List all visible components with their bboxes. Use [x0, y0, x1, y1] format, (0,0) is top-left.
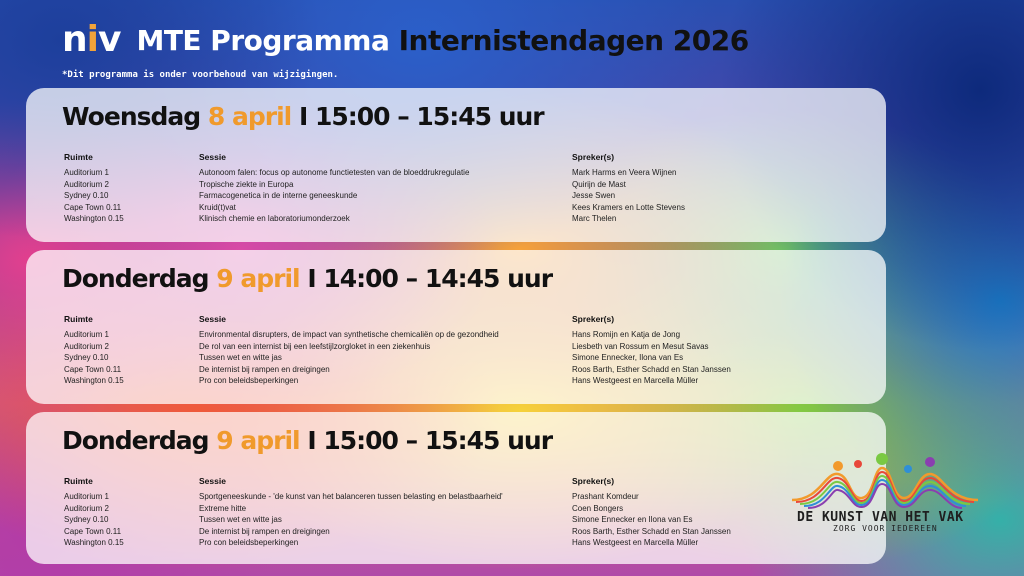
- column-header-speakers: Spreker(s): [572, 476, 615, 486]
- session-column: [199, 491, 503, 549]
- session-cell: De internist bij rampen en dreigingen: [199, 526, 330, 536]
- niv-logo: [62, 19, 121, 60]
- day-date: 9 april: [216, 264, 300, 293]
- room-cell: Auditorium 1: [64, 492, 109, 501]
- session-cell: Pro con beleidsbeperkingen: [199, 376, 299, 386]
- room-cell: Auditorium 2: [64, 341, 109, 351]
- brand-dot-green: [876, 453, 888, 465]
- day-time: I 15:00 – 15:45 uur: [298, 102, 544, 131]
- speakers-cell: Jesse Swen: [572, 191, 616, 201]
- session-cell: Autonoom falen: focus op autonome functietesten van de bloeddrukregulatie: [199, 168, 470, 177]
- speakers-cell: Simone Ennecker en Ilona van Es: [572, 515, 693, 525]
- brand-wave-5: [808, 484, 962, 508]
- session-panel-3: [26, 412, 886, 564]
- room-cell: Sydney 0.10: [64, 515, 109, 525]
- column-header-room: Ruimte: [64, 152, 93, 162]
- brand-dot-orange: [833, 461, 843, 471]
- speakers-cell: Mark Harms en Veera Wijnen: [572, 168, 677, 177]
- session-panel-2: [26, 250, 886, 404]
- speakers-cell: Simone Ennecker, Ilona van Es: [572, 353, 684, 363]
- session-cell: Kruid(t)vat: [199, 202, 236, 212]
- day-heading: [62, 264, 552, 293]
- logo-letter: n: [62, 19, 87, 60]
- column-header-speakers: Spreker(s): [572, 152, 615, 162]
- speakers-cell: Liesbeth van Rossum en Mesut Savas: [572, 341, 709, 351]
- session-column: [199, 167, 469, 225]
- column-header-session: Sessie: [199, 314, 226, 324]
- speakers-column: [572, 167, 685, 225]
- room-cell: Washington 0.15: [64, 376, 124, 386]
- room-cell: Auditorium 2: [64, 503, 109, 513]
- session-cell: Environmental disrupters, de impact van synthetische chemicaliën op de gezondheid: [199, 330, 499, 339]
- speakers-cell: Roos Barth, Esther Schadd en Stan Janssen: [572, 526, 731, 536]
- brand-dot-red: [854, 460, 862, 468]
- session-cell: Pro con beleidsbeperkingen: [199, 538, 299, 548]
- speakers-cell: Marc Thelen: [572, 214, 617, 224]
- speakers-column: [572, 329, 731, 387]
- room-cell: Auditorium 1: [64, 330, 109, 339]
- speakers-cell: Hans Romijn en Katja de Jong: [572, 330, 681, 339]
- room-cell: Washington 0.15: [64, 214, 124, 224]
- speakers-cell: Coen Bongers: [572, 503, 624, 513]
- day-heading: [62, 426, 552, 455]
- session-cell: De internist bij rampen en dreigingen: [199, 364, 330, 374]
- speakers-column: [572, 491, 731, 549]
- day-heading: [62, 102, 544, 131]
- disclaimer: *Dit programma is onder voorbehoud van wijzigingen.: [62, 70, 339, 80]
- brand-dot-purple: [925, 457, 935, 467]
- logo-letter: v: [97, 19, 121, 60]
- day-date: 8 april: [207, 102, 292, 131]
- session-cell: Sportgeneeskunde - 'de kunst van het balanceren tussen belasting en belastbaarheid': [199, 492, 503, 501]
- session-cell: De rol van een internist bij een leefstijlzorgloket in een ziekenhuis: [199, 341, 431, 351]
- session-cell: Extreme hitte: [199, 503, 247, 513]
- speakers-cell: Quirijn de Mast: [572, 179, 626, 189]
- day-name: Donderdag: [62, 264, 209, 293]
- room-cell: Sydney 0.10: [64, 191, 109, 201]
- column-header-session: Sessie: [199, 152, 226, 162]
- room-cell: Cape Town 0.11: [64, 364, 122, 374]
- column-header-room: Ruimte: [64, 314, 93, 324]
- room-cell: Washington 0.15: [64, 538, 124, 548]
- column-header-session: Sessie: [199, 476, 226, 486]
- session-column: [199, 329, 499, 387]
- speakers-cell: Hans Westgeest en Marcella Müller: [572, 376, 699, 386]
- logo-letter: i: [86, 19, 98, 60]
- room-cell: Sydney 0.10: [64, 353, 109, 363]
- room-column: [64, 329, 124, 387]
- session-cell: Tussen wet en witte jas: [199, 515, 282, 525]
- day-name: Woensdag: [62, 102, 201, 131]
- brand-tagline: ZORG VOOR IEDEREEN: [833, 524, 938, 533]
- speakers-cell: Roos Barth, Esther Schadd en Stan Janssen: [572, 364, 731, 374]
- room-column: [64, 491, 124, 549]
- header: [62, 19, 749, 60]
- session-cell: Tussen wet en witte jas: [199, 353, 282, 363]
- brand-name: DE KUNST VAN HET VAK: [797, 510, 964, 525]
- column-header-speakers: Spreker(s): [572, 314, 615, 324]
- page-title: [136, 24, 748, 57]
- speakers-cell: Hans Westgeest en Marcella Müller: [572, 538, 699, 548]
- day-time: I 15:00 – 15:45 uur: [307, 426, 553, 455]
- session-cell: Klinisch chemie en laboratoriumonderzoek: [199, 214, 350, 224]
- column-header-room: Ruimte: [64, 476, 93, 486]
- room-cell: Auditorium 1: [64, 168, 109, 177]
- session-panel-1: [26, 88, 886, 242]
- room-cell: Auditorium 2: [64, 179, 109, 189]
- brand-dot-blue: [904, 465, 912, 473]
- title-dark: Internistendagen 2026: [398, 23, 749, 57]
- room-cell: Cape Town 0.11: [64, 202, 122, 212]
- room-cell: Cape Town 0.11: [64, 526, 122, 536]
- speakers-cell: Kees Kramers en Lotte Stevens: [572, 202, 685, 212]
- day-time: I 14:00 – 14:45 uur: [307, 264, 553, 293]
- room-column: [64, 167, 124, 225]
- session-cell: Farmacogenetica in de interne geneeskunde: [199, 191, 358, 201]
- session-cell: Tropische ziekte in Europa: [199, 179, 294, 189]
- speakers-cell: Prashant Komdeur: [572, 492, 639, 501]
- title-light: MTE Programma: [136, 23, 390, 57]
- day-name: Donderdag: [62, 426, 209, 455]
- day-date: 9 april: [216, 426, 300, 455]
